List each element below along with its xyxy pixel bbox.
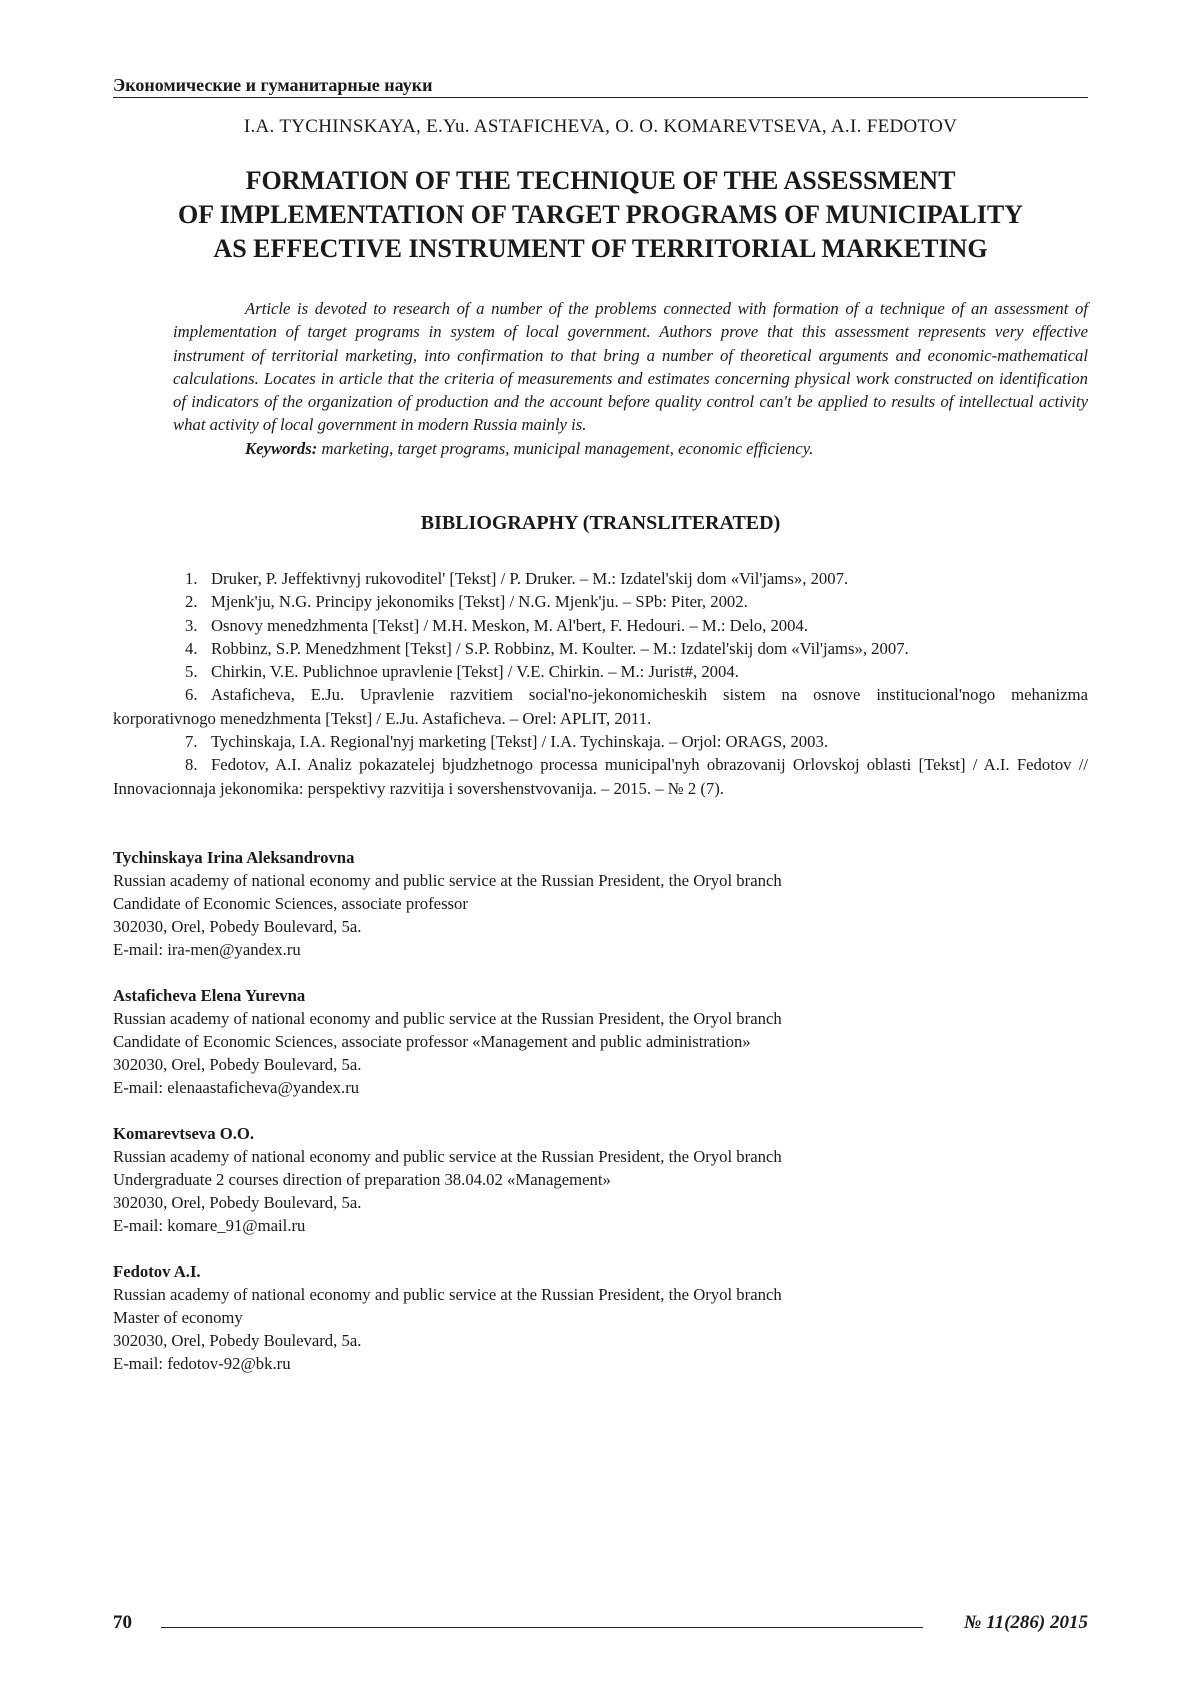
ref-text: Druker, P. Jeffektivnyj rukovoditel' [Tekst] / P. Druker. – M.: Izdatel'skij dom «Vil'jams», 2007. bbox=[211, 569, 849, 588]
keywords-label: Keywords: bbox=[245, 438, 318, 458]
ref-number: 1. bbox=[185, 569, 198, 588]
ref-number: 8. bbox=[185, 755, 198, 775]
bibliography-item bbox=[113, 567, 1088, 590]
authors-line: I.A. TYCHINSKAYA, E.Yu. ASTAFICHEVA, O. O. KOMAREVTSEVA, A.I. FEDOTOV bbox=[243, 116, 958, 137]
author-affiliation: Russian academy of national economy and public service at the Russian President, the Oryol branch bbox=[113, 1285, 782, 1304]
bibliography-item bbox=[113, 683, 1088, 730]
article-title bbox=[113, 164, 1088, 266]
bibliography-item bbox=[113, 660, 1088, 683]
author-name: Astaficheva Elena Yurevna bbox=[113, 986, 306, 1005]
author-email: E-mail: ira-men@yandex.ru bbox=[113, 940, 301, 959]
ref-text: Osnovy menedzhmenta [Tekst] / M.H. Meskon, M. Al'bert, F. Hedouri. – M.: Delo, 2004. bbox=[211, 615, 809, 635]
author-block bbox=[113, 1122, 1088, 1237]
keywords bbox=[173, 437, 1088, 460]
author-address: 302030, Orel, Pobedy Boulevard, 5a. bbox=[113, 917, 362, 936]
abstract-text: Article is devoted to research of a number of the problems connected with formation of a technique of an assessment of implementation of target programs in system of local government. Authors prove that this assessment represents very effective instrument of territorial marketing, into confirmation to that bring a number of theoretical arguments and economic-mathematical calculations. Locates in article that the criteria of measurements and estimates concerning physical work constructed on identification of indicators of the organization of production and the account before quality control can't be applied to results of intellectual activity what activity of local government in modern Russia mainly is. bbox=[173, 299, 1088, 435]
bibliography-heading: BIBLIOGRAPHY (TRANSLITERATED) bbox=[420, 512, 781, 534]
author-block bbox=[113, 1260, 1088, 1375]
bibliography-list bbox=[113, 567, 1088, 800]
author-information bbox=[113, 846, 1088, 1398]
author-affiliation: Russian academy of national economy and public service at the Russian President, the Oryol branch bbox=[113, 871, 782, 890]
footer-divider bbox=[161, 1627, 923, 1628]
title-line: AS EFFECTIVE INSTRUMENT OF TERRITORIAL MARKETING bbox=[213, 234, 988, 263]
ref-text: Mjenk'ju, N.G. Principy jekonomiks [Tekst] / N.G. Mjenk'ju. – SPb: Piter, 2002. bbox=[211, 592, 748, 612]
ref-text: Chirkin, V.E. Publichnoe upravlenie [Tekst] / V.E. Chirkin. – M.: Jurist#, 2004. bbox=[211, 662, 739, 682]
ref-number: 4. bbox=[185, 638, 198, 658]
author-name: Fedotov A.I. bbox=[113, 1262, 201, 1281]
author-address: 302030, Orel, Pobedy Boulevard, 5a. bbox=[113, 1193, 362, 1212]
ref-text: Robbinz, S.P. Menedzhment [Tekst] / S.P. Robbinz, M. Koulter. – M.: Izdatel'skij dom «Vil'jams», 2007. bbox=[211, 638, 909, 658]
keywords-text: marketing, target programs, municipal management, economic efficiency. bbox=[321, 438, 814, 458]
author-block bbox=[113, 984, 1088, 1099]
bibliography-item bbox=[113, 590, 1088, 613]
author-position: Master of economy bbox=[113, 1308, 243, 1327]
author-address: 302030, Orel, Pobedy Boulevard, 5a. bbox=[113, 1055, 362, 1074]
author-position: Undergraduate 2 courses direction of preparation 38.04.02 «Management» bbox=[113, 1170, 611, 1189]
ref-number: 7. bbox=[185, 732, 198, 752]
ref-number: 2. bbox=[185, 592, 198, 612]
ref-text: Fedotov, A.I. Analiz pokazatelej bjudzhetnogo processa municipal'nyh obrazovanij Orlovskoj oblasti [Tekst] / A.I. Fedotov // Innovacionnaja jekonomika: perspektivy razvitija i sovershenstvovanija. – 2015. – № 2 (7). bbox=[113, 755, 1088, 798]
ref-number: 5. bbox=[185, 662, 198, 682]
bibliography-item bbox=[113, 637, 1088, 660]
author-email: E-mail: komare_91@mail.ru bbox=[113, 1216, 306, 1235]
author-email: E-mail: fedotov-92@bk.ru bbox=[113, 1354, 291, 1373]
author-affiliation: Russian academy of national economy and public service at the Russian President, the Oryol branch bbox=[113, 1147, 782, 1166]
author-address: 302030, Orel, Pobedy Boulevard, 5a. bbox=[113, 1331, 362, 1350]
author-name: Komarevtseva O.O. bbox=[113, 1124, 255, 1143]
author-position: Candidate of Economic Sciences, associate professor bbox=[113, 894, 468, 913]
author-affiliation: Russian academy of national economy and public service at the Russian President, the Oryol branch bbox=[113, 1009, 782, 1028]
bibliography-item bbox=[113, 753, 1088, 800]
author-block bbox=[113, 846, 1088, 961]
ref-number: 3. bbox=[185, 615, 198, 635]
journal-section-header: Экономические и гуманитарные науки bbox=[113, 74, 1088, 98]
page-number: 70 bbox=[113, 1612, 132, 1633]
title-line: OF IMPLEMENTATION OF TARGET PROGRAMS OF MUNICIPALITY bbox=[177, 200, 1024, 229]
author-name: Tychinskaya Irina Aleksandrovna bbox=[113, 848, 355, 867]
issue-number: № 11(286) 2015 bbox=[964, 1612, 1088, 1633]
abstract bbox=[173, 297, 1088, 460]
ref-text: Astaficheva, E.Ju. Upravlenie razvitiem social'no-jekonomicheskih sistem na osnove institucional'nogo mehanizma korporativnogo menedzhmenta [Tekst] / E.Ju. Astaficheva. – Orel: APLIT, 2011. bbox=[113, 685, 1088, 728]
bibliography-item bbox=[113, 614, 1088, 637]
author-email: E-mail: elenaastaficheva@yandex.ru bbox=[113, 1078, 360, 1097]
title-line: FORMATION OF THE TECHNIQUE OF THE ASSESSMENT bbox=[245, 166, 956, 195]
page-footer bbox=[113, 1612, 1088, 1640]
author-position: Candidate of Economic Sciences, associate professor «Management and public administration» bbox=[113, 1032, 751, 1051]
bibliography-item bbox=[113, 730, 1088, 753]
ref-text: Tychinskaja, I.A. Regional'nyj marketing [Tekst] / I.A. Tychinskaja. – Orjol: ORAGS, 2003. bbox=[211, 732, 828, 752]
ref-number: 6. bbox=[185, 685, 198, 705]
